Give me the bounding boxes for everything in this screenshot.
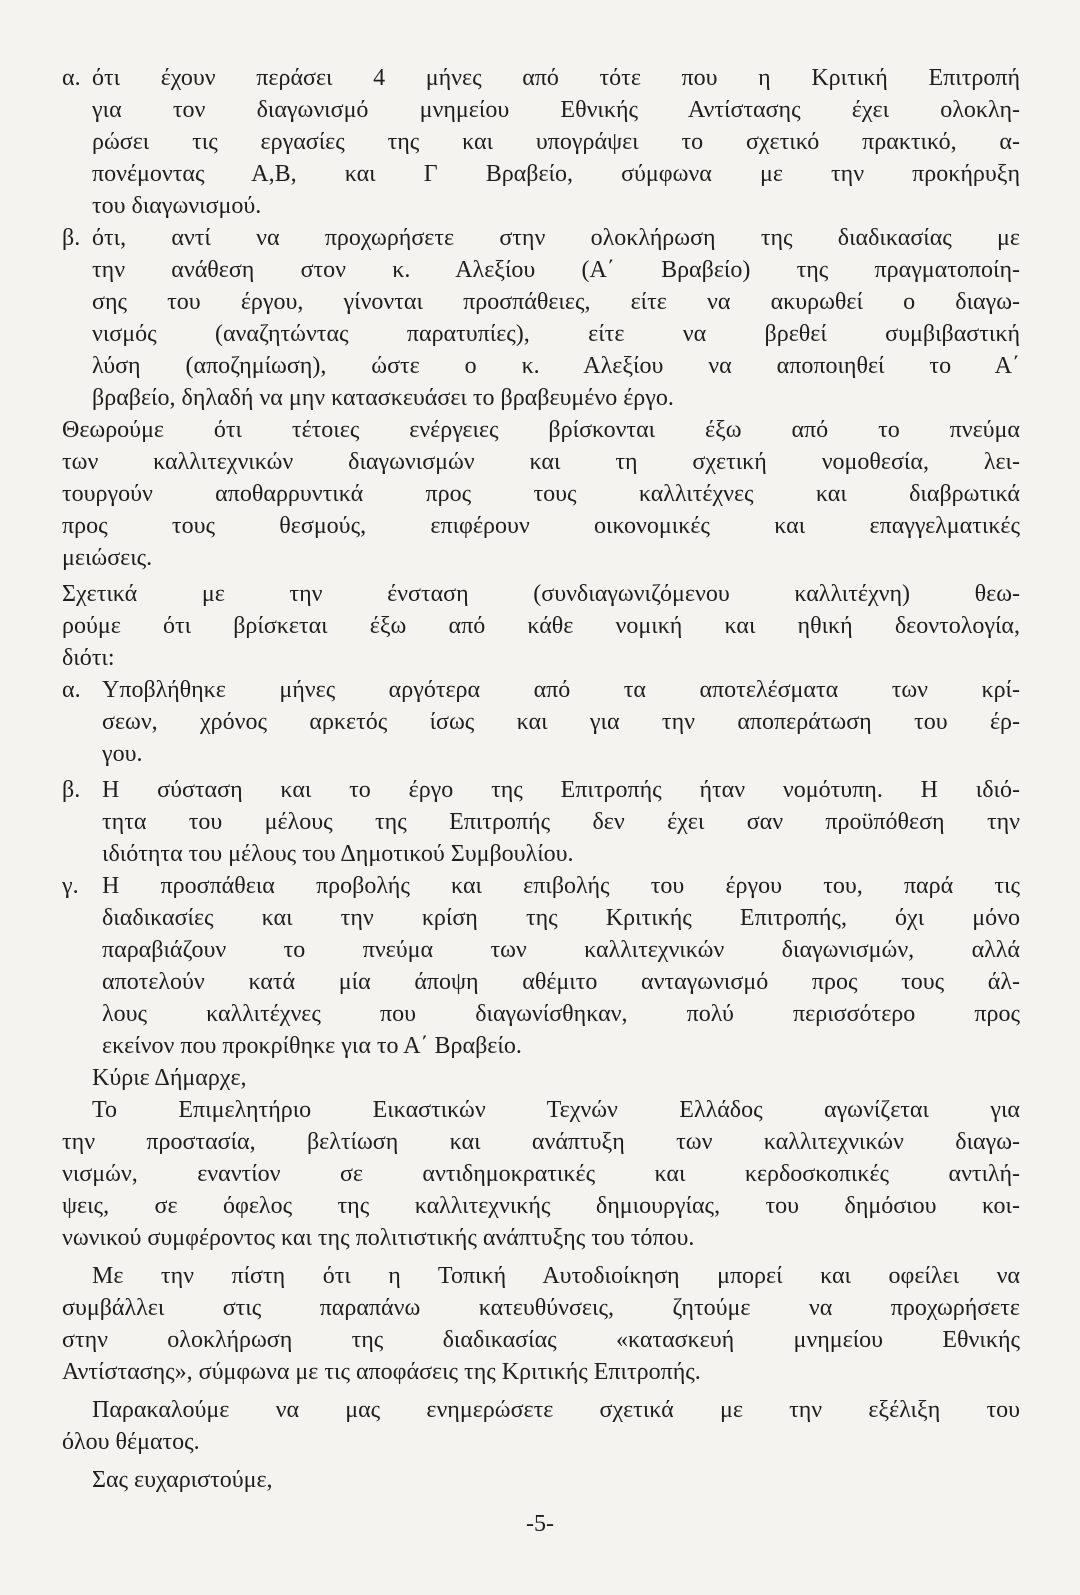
text-line: μειώσεις. [62, 545, 153, 571]
paragraph-request [62, 1260, 1020, 1388]
text-line: ρούμε ότι βρίσκεται έξω από κάθε νομική και ηθική δεοντολογία, [62, 613, 1020, 639]
text-line: νωνικού συμφέροντος και της πολιτιστικής ανάπτυξης του τόπου. [62, 1225, 695, 1251]
text-line: Θεωρούμε ότι τέτοιες ενέργειες βρίσκονται έξω από το πνεύμα [62, 417, 1020, 443]
text-line: Παρακαλούμε να μας ενημερώσετε σχετικά με την εξέλιξη του [92, 1397, 1020, 1423]
text-line: βραβείο, δηλαδή να μην κατασκευάσει το βραβευμένο έργο. [92, 385, 674, 411]
text-line: παραβιάζουν το πνεύμα των καλλιτεχνικών διαγωνισμών, αλλά [102, 937, 1020, 963]
text-line: την ανάθεση στον κ. Αλεξίου (Α΄ Βραβείο) της πραγματοποίη- [92, 257, 1020, 283]
text-line: ψεις, σε όφελος της καλλιτεχνικής δημιουργίας, του δημόσιου κοι- [62, 1193, 1020, 1219]
text-line: τουργούν αποθαρρυντικά προς τους καλλιτέχνες και διαβρωτικά [62, 481, 1020, 507]
objection-item-b [62, 774, 1020, 870]
item-label: β. [62, 777, 81, 803]
paragraph-consequences [62, 414, 1020, 574]
text-line: στην ολοκλήρωση της διαδικασίας «κατασκευή μνημείου Εθνικής [62, 1327, 1020, 1353]
item-label: α. [62, 65, 81, 91]
paragraph-chamber [62, 1094, 1020, 1254]
text-line: εκείνον που προκρίθηκε για το Α΄ Βραβείο. [102, 1033, 522, 1059]
text-line: Σχετικά με την ένσταση (συνδιαγωνιζόμενου καλλιτέχνη) θεω- [62, 581, 1020, 607]
intro-item-b [62, 222, 1020, 414]
text-line: ιδιότητα του μέλους του Δημοτικού Συμβουλίου. [102, 841, 574, 867]
text-line: διότι: [62, 645, 115, 671]
text-line: διαδικασίες και την κρίση της Κριτικής Επιτροπής, όχι μόνο [102, 905, 1020, 931]
letter-body [62, 62, 1020, 1496]
text-line: τητα του μέλους της Επιτροπής δεν έχει σαν προϋπόθεση την [102, 809, 1020, 835]
text-line: πονέμοντας Α,Β, και Γ Βραβείο, σύμφωνα με την προκήρυξη [92, 161, 1020, 187]
text-line: Υποβλήθηκε μήνες αργότερα από τα αποτελέσματα των κρί- [102, 677, 1020, 703]
text-line: Αντίστασης», σύμφωνα με τις αποφάσεις της Κριτικής Επιτροπής. [62, 1359, 701, 1385]
salutation: Κύριε Δήμαρχε, [92, 1065, 247, 1091]
intro-item-a [62, 62, 1020, 222]
text-line: των καλλιτεχνικών διαγωνισμών και τη σχετική νομοθεσία, λει- [62, 449, 1020, 475]
text-line: νισμός (αναζητώντας παρατυπίες), είτε να βρεθεί συμβιβαστική [92, 321, 1020, 347]
text-line: γου. [102, 741, 143, 767]
text-line: Με την πίστη ότι η Τοπική Αυτοδιοίκηση μπορεί και οφείλει να [92, 1263, 1020, 1289]
text-line: σης του έργου, γίνονται προσπάθειες, είτε να ακυρωθεί ο διαγω- [92, 289, 1020, 315]
text-line: λους καλλιτέχνες που διαγωνίσθηκαν, πολύ περισσότερο προς [102, 1001, 1020, 1027]
text-line: σεων, χρόνος αρκετός ίσως και για την αποπεράτωση του έρ- [102, 709, 1020, 735]
item-label: γ. [62, 873, 79, 899]
page-number: -5- [526, 1511, 554, 1537]
text-line: συμβάλλει στις παραπάνω κατευθύνσεις, ζητούμε να προχωρήσετε [62, 1295, 1020, 1321]
text-line: Η σύσταση και το έργο της Επιτροπής ήταν νομότυπη. Η ιδιό- [102, 777, 1020, 803]
text-line: την προστασία, βελτίωση και ανάπτυξη των καλλιτεχνικών διαγω- [62, 1129, 1020, 1155]
objection-item-c [62, 870, 1020, 1062]
text-line: Το Επιμελητήριο Εικαστικών Τεχνών Ελλάδος αγωνίζεται για [92, 1097, 1020, 1123]
text-line: λύση (αποζημίωση), ώστε ο κ. Αλεξίου να αποποιηθεί το Α΄ [92, 353, 1020, 379]
text-line: Η προσπάθεια προβολής και επιβολής του έργου του, παρά τις [102, 873, 1020, 899]
closing: Σας ευχαριστούμε, [92, 1467, 273, 1493]
text-line: ρώσει τις εργασίες της και υπογράψει το σχετικό πρακτικό, α- [92, 129, 1020, 155]
text-line: αποτελούν κατά μία άποψη αθέμιτο ανταγωνισμό προς τους άλ- [102, 969, 1020, 995]
text-line: του διαγωνισμού. [92, 193, 262, 219]
item-label: β. [62, 225, 81, 251]
text-line: για τον διαγωνισμό μνημείου Εθνικής Αντίστασης έχει ολοκλη- [92, 97, 1020, 123]
text-line: προς τους θεσμούς, επιφέρουν οικονομικές και επαγγελματικές [62, 513, 1020, 539]
text-line: ότι, αντί να προχωρήσετε στην ολοκλήρωση της διαδικασίας με [92, 225, 1020, 251]
text-line: όλου θέματος. [62, 1429, 200, 1455]
item-label: α. [62, 677, 81, 703]
text-line: ότι έχουν περάσει 4 μήνες από τότε που η Κριτική Επιτροπή [92, 65, 1020, 91]
paragraph-inform [62, 1394, 1020, 1458]
paragraph-objection [62, 578, 1020, 674]
text-line: νισμών, εναντίον σε αντιδημοκρατικές και κερδοσκοπικές αντιλή- [62, 1161, 1020, 1187]
objection-item-a [62, 674, 1020, 770]
